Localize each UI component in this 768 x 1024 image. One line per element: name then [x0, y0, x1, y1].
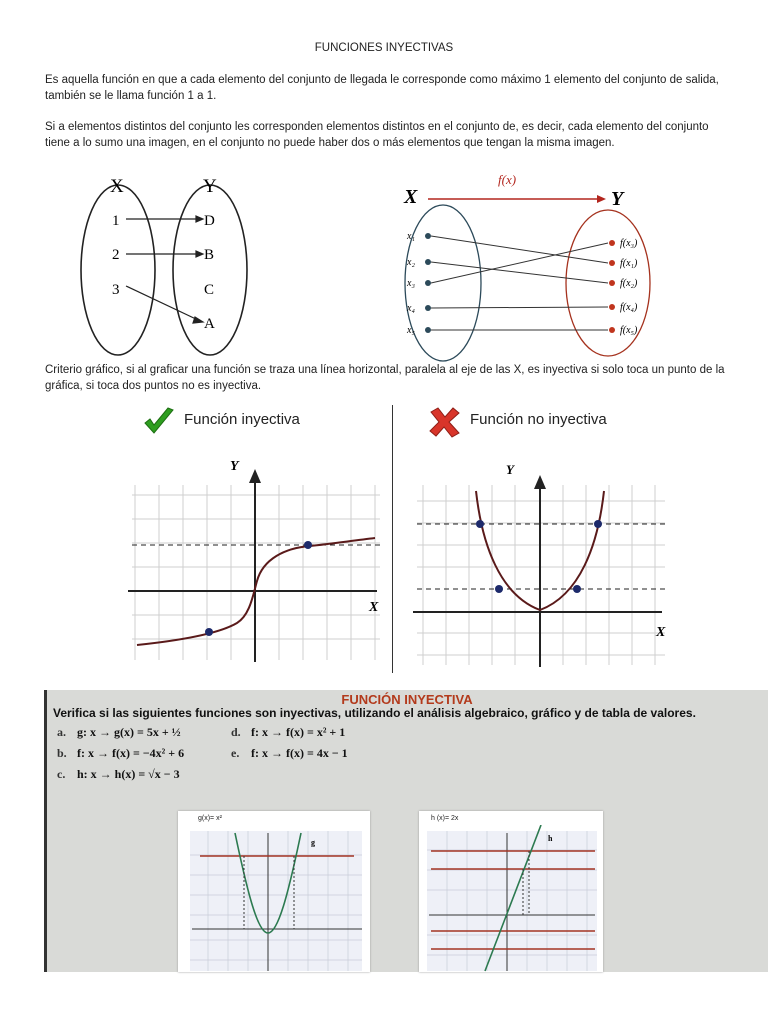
x-axis-label: X	[369, 600, 379, 615]
domain-element: x₃	[407, 278, 415, 289]
cross-mark-icon	[428, 406, 462, 438]
domain-set-ellipse	[405, 205, 481, 361]
exercise-item-label: a.	[57, 725, 66, 739]
domain-set-ellipse	[81, 185, 155, 355]
divider	[392, 405, 393, 673]
codomain-element: f(x₄)	[620, 302, 638, 313]
exercise-instructions: Verifica si las siguientes funciones son inyectivas, utilizando el análisis algebraico, gráfico y de tabla de valores.	[53, 706, 696, 720]
domain-element: x₄	[407, 303, 415, 314]
check-mark-icon	[142, 407, 176, 437]
exercise-title: FUNCIÓN INYECTIVA	[341, 692, 473, 707]
set-mapping-diagram-2	[398, 168, 658, 368]
codomain-element: A	[204, 316, 215, 332]
codomain-element: f(x₁)	[620, 258, 638, 269]
injective-label: Función inyectiva	[184, 411, 300, 428]
exercise-item-label: c.	[57, 767, 66, 781]
graph-point	[304, 541, 312, 549]
graphic-criterion-paragraph: Criterio gráfico, si al graficar una función se traza una línea horizontal, paralela al eje de las X, es inyectiva si solo toca un punto de la gráfica, si toca dos puntos no es inyectiva.	[45, 364, 725, 392]
codomain-element: f(x₂)	[620, 278, 638, 289]
non-injective-graph	[410, 455, 675, 670]
domain-element: x₂	[407, 257, 415, 268]
mapping-arrow	[126, 286, 198, 320]
codomain-element: B	[204, 247, 215, 263]
domain-element: 2	[112, 247, 120, 263]
set-y-label: Y	[203, 176, 217, 197]
set-x-label: X	[404, 186, 418, 208]
codomain-element: D	[204, 213, 215, 229]
exercise-item-label: b.	[57, 746, 67, 760]
domain-element: x₁	[407, 231, 415, 242]
set-x-label: X	[110, 176, 124, 197]
mini-graph-h	[419, 811, 603, 972]
domain-element: 1	[112, 213, 120, 229]
domain-element: x₅	[407, 325, 415, 336]
mini-graph-title: h (x)= 2x	[431, 815, 459, 822]
exercise-item-expr: f: x → f(x) = 4x − 1	[251, 746, 348, 760]
curve-label: h	[548, 834, 553, 843]
exercise-item-expr: h: x → h(x) = √x − 3	[77, 767, 180, 781]
y-axis-label: Y	[230, 459, 239, 474]
non-injective-label: Función no inyectiva	[470, 411, 607, 428]
explanation-paragraph: Si a elementos distintos del conjunto les corresponden elementos distintos en el conjunto de, es decir, cada elemento del conjunto tiene a lo sumo una imagen, en el conjunto no puede haber dos o más elementos que tengan la misma imagen.	[45, 121, 709, 149]
graph-point	[594, 520, 602, 528]
set-y-label: Y	[611, 188, 624, 210]
y-axis-label: Y	[506, 462, 514, 477]
graph-point	[495, 585, 503, 593]
graph-point	[573, 585, 581, 593]
set-mapping-diagram-1	[70, 170, 260, 360]
mini-graph-title: g(x)= x²	[198, 815, 222, 822]
codomain-element: f(x₅)	[620, 325, 638, 336]
x-axis-label: X	[656, 625, 666, 640]
exercise-item-expr: f: x → f(x) = −4x² + 6	[77, 746, 185, 760]
definition-paragraph: Es aquella función en que a cada elemento del conjunto de llegada le corresponde como máximo 1 elemento del conjunto de salida, también se le llama función 1 a 1.	[45, 74, 719, 102]
domain-element: 3	[112, 282, 120, 298]
exercise-item-label: e.	[231, 746, 240, 760]
codomain-element: C	[204, 282, 215, 298]
curve-label: g	[311, 838, 315, 847]
document-title: FUNCIONES INYECTIVAS	[314, 42, 454, 54]
graph-point	[205, 628, 213, 636]
function-label: f(x)	[498, 172, 517, 187]
mini-graph-g	[178, 811, 370, 972]
exercise-item-expr: g: x → g(x) = 5x + ½	[77, 725, 181, 739]
exercise-panel	[44, 690, 768, 972]
codomain-element: f(x₃)	[620, 238, 638, 249]
injective-graph	[125, 455, 390, 665]
mapping-arrow	[431, 307, 608, 308]
graph-point	[476, 520, 484, 528]
exercise-item-expr: f: x → f(x) = x² + 1	[251, 725, 346, 739]
exercise-item-label: d.	[231, 725, 241, 739]
mapping-arrow	[431, 262, 608, 283]
